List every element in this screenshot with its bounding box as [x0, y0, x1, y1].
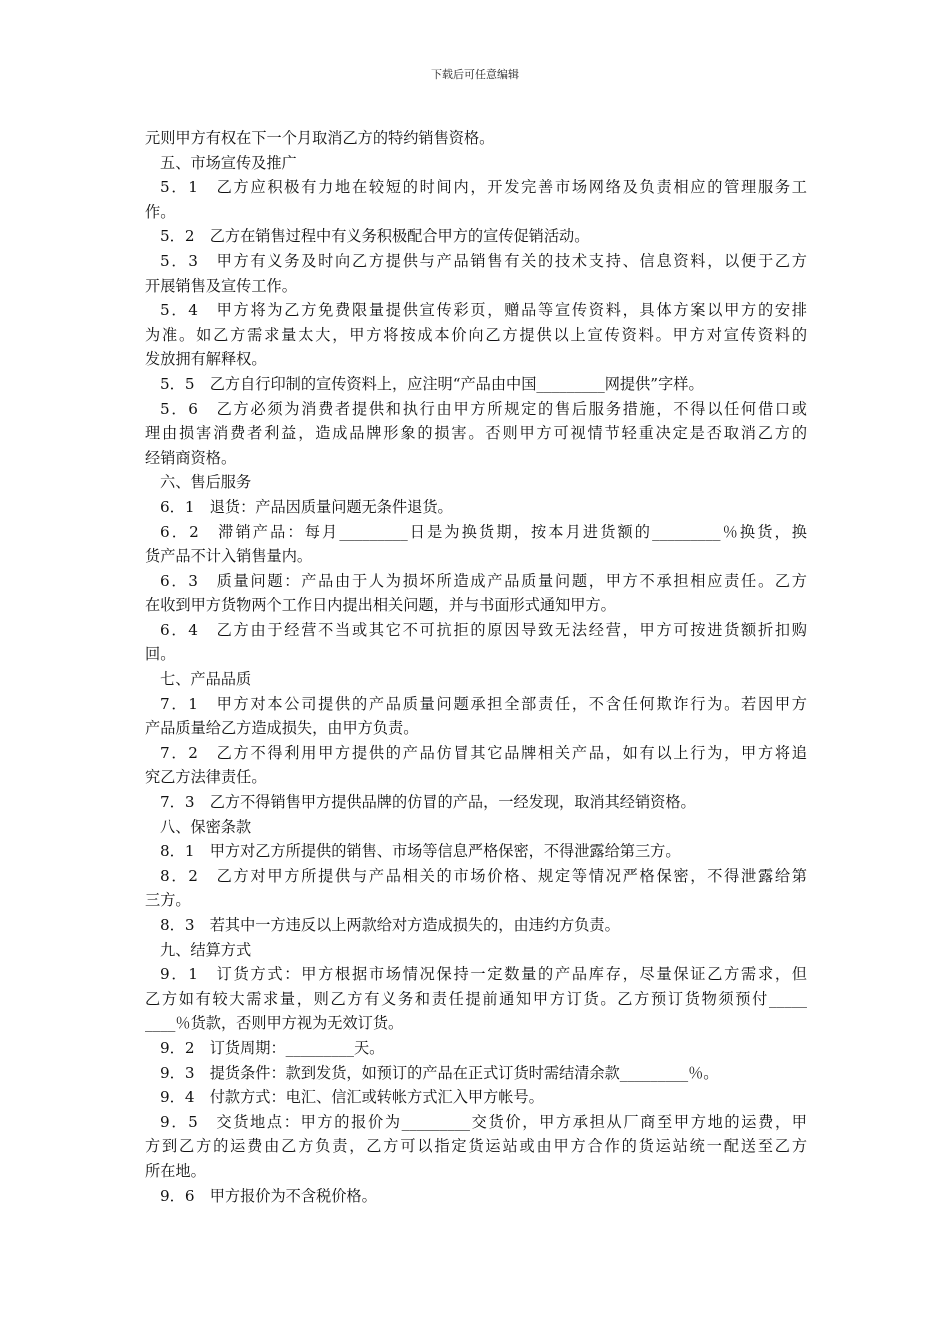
text-line: 9．5 交货地点：甲方的报价为_________交货价，甲方承担从厂商至甲方地的运费，甲 [160, 1112, 807, 1131]
text-line: 作。 [145, 202, 176, 221]
text-line: 经销商资格。 [145, 448, 237, 467]
text-line: 8．1 甲方对乙方所提供的销售、市场等信息严格保密，不得泄露给第三方。 [160, 842, 681, 861]
text-line: 开展销售及宣传工作。 [145, 276, 297, 295]
page-header: 下载后可任意编辑 [431, 68, 519, 81]
text-line: 6．3 质量问题：产品由于人为损坏所造成产品质量问题，甲方不承担相应责任。乙方 [160, 571, 807, 590]
text-line: 9．4 付款方式：电汇、信汇或转帐方式汇入甲方帐号。 [160, 1088, 544, 1107]
text-line: 理由损害消费者利益，造成品牌形象的损害。否则甲方可视情节轻重决定是否取消乙方的 [145, 424, 807, 443]
text-line: 9．6 甲方报价为不含税价格。 [160, 1186, 377, 1205]
text-line: 回。 [145, 645, 176, 664]
text-line: 八、保密条款 [160, 817, 252, 836]
text-line: 7．2 乙方不得利用甲方提供的产品仿冒其它品牌相关产品，如有以上行为，甲方将追 [160, 743, 807, 762]
text-line: 为准。如乙方需求量太大，甲方将按成本价向乙方提供以上宣传资料。甲方对宣传资料的 [145, 325, 807, 344]
text-line: 元则甲方有权在下一个月取消乙方的特约销售资格。 [145, 129, 495, 147]
document-body [145, 126, 807, 1208]
text-line: 6．2 滞销产品：每月_________日是为换货期，按本月进货额的_________％换货，换 [160, 522, 807, 541]
text-line: 九、结算方式 [160, 940, 252, 959]
text-line: ____％货款，否则甲方视为无效订货。 [145, 1014, 404, 1033]
text-line: 发放拥有解释权。 [145, 350, 267, 369]
text-line: 5．4 甲方将为乙方免费限量提供宣传彩页，赠品等宣传资料，具体方案以甲方的安排 [160, 301, 807, 320]
text-line: 9．1 订货方式：甲方根据市场情况保持一定数量的产品库存，尽量保证乙方需求，但 [160, 965, 807, 984]
text-line: 5．5 乙方自行印制的宣传资料上，应注明“产品由中国_________网提供”字样。 [160, 374, 704, 393]
text-line: 六、售后服务 [160, 473, 252, 492]
text-line: 究乙方法律责任。 [145, 768, 267, 787]
text-line: 8．2 乙方对甲方所提供与产品相关的市场价格、规定等情况严格保密，不得泄露给第 [160, 866, 807, 885]
text-line: 5．1 乙方应积极有力地在较短的时间内，开发完善市场网络及负责相应的管理服务工 [160, 178, 807, 197]
text-line: 产品质量给乙方造成损失，由甲方负责。 [145, 719, 419, 738]
text-line: 三方。 [145, 891, 191, 910]
text-line: 7．3 乙方不得销售甲方提供品牌的仿冒的产品，一经发现，取消其经销资格。 [160, 793, 696, 812]
text-line: 货产品不计入销售量内。 [145, 547, 313, 566]
text-line: 9．3 提货条件：款到发货，如预订的产品在正式订货时需结清余款_________％。 [160, 1063, 719, 1082]
text-line: 5．6 乙方必须为消费者提供和执行由甲方所规定的售后服务措施，不得以任何借口或 [160, 399, 807, 418]
text-line: 在收到甲方货物两个工作日内提出相关问题，并与书面形式通知甲方。 [145, 596, 616, 615]
text-line: 6．4 乙方由于经营不当或其它不可抗拒的原因导致无法经营，甲方可按进货额折扣购 [160, 620, 807, 639]
text-line: 6．1 退货：产品因质量问题无条件退货。 [160, 497, 453, 516]
text-line: 5．3 甲方有义务及时向乙方提供与产品销售有关的技术支持、信息资料，以便于乙方 [160, 251, 807, 270]
text-line: 方到乙方的运费由乙方负责，乙方可以指定货运站或由甲方合作的货运站统一配送至乙方 [145, 1137, 807, 1156]
text-line: 所在地。 [145, 1161, 206, 1180]
text-line: 9．2 订货周期：_________天。 [160, 1038, 385, 1057]
text-line: 七、产品品质 [160, 670, 252, 689]
text-line: 7．1 甲方对本公司提供的产品质量问题承担全部责任，不含任何欺诈行为。若因甲方 [160, 694, 807, 713]
text-line: 乙方如有较大需求量，则乙方有义务和责任提前通知甲方订货。乙方预订货物须预付_____ [145, 989, 807, 1008]
text-line: 五、市场宣传及推广 [160, 153, 297, 172]
text-line: 8．3 若其中一方违反以上两款给对方造成损失的，由违约方负责。 [160, 916, 620, 934]
text-line: 5．2 乙方在销售过程中有义务积极配合甲方的宣传促销活动。 [160, 227, 590, 246]
